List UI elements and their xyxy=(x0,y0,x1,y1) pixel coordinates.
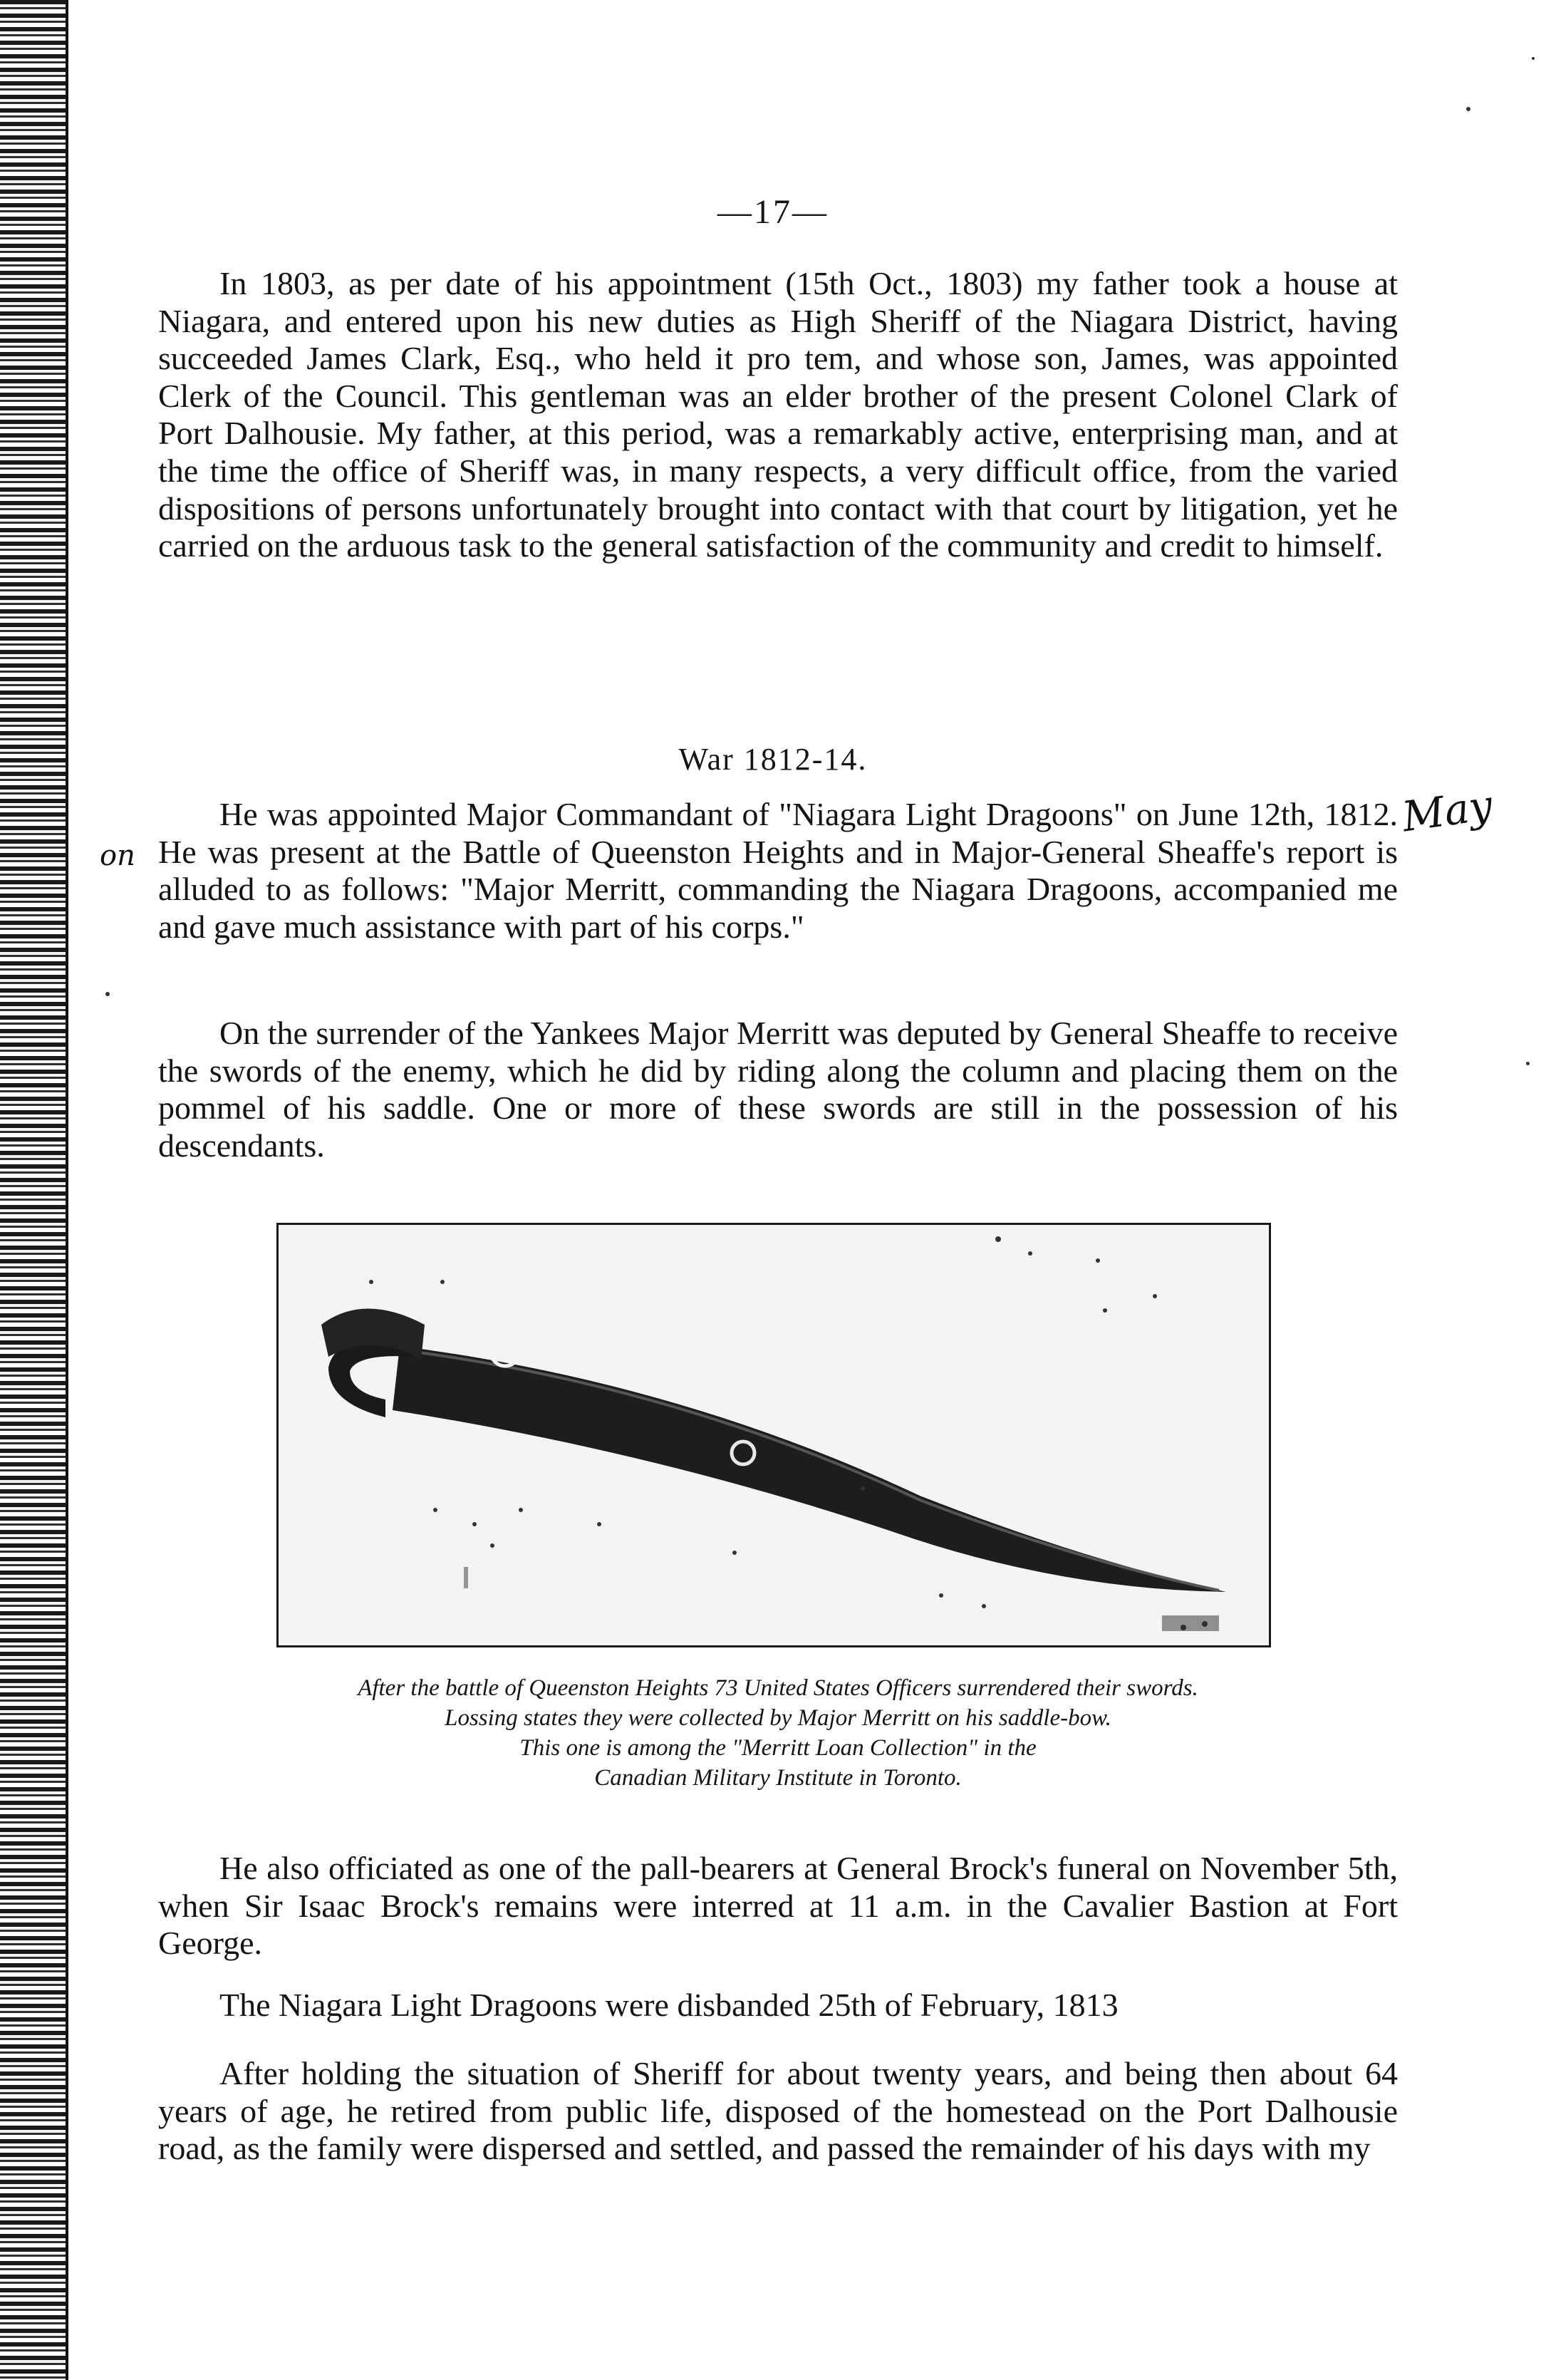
paragraph-disbanded: The Niagara Light Dragoons were disbanded 25th of February, 1813 xyxy=(219,1987,1119,2023)
sword-photograph xyxy=(276,1223,1271,1647)
paper-speck xyxy=(105,992,110,996)
paragraph-surrender-swords: On the surrender of the Yankees Major Merritt was deputed by General Sheaffe to receive the swords of the enemy, which he did by riding along the column and placing them on the pommel of his saddle. One or more of these swords are still in the possession of his descendants. xyxy=(158,1015,1398,1164)
paper-speck xyxy=(1466,107,1470,111)
caption-line: After the battle of Queenston Heights 73 United States Officers surrendered their swords. xyxy=(358,1675,1198,1701)
paragraph-retirement: After holding the situation of Sheriff for about twenty years, and being then about 64 years of age, he retired from public life, disposed of the homestead on the Port Dalhousie road, as the family were dispersed and settled, and passed the remainder of his days with my xyxy=(158,2055,1398,2167)
paper-speck xyxy=(1532,57,1535,60)
page-number: —17— xyxy=(717,193,829,231)
figure-caption xyxy=(158,1673,1398,1793)
handwritten-annotation-on: on xyxy=(100,839,135,872)
caption-line: Canadian Military Institute in Toronto. xyxy=(594,1765,962,1791)
paragraph-dragoons: He was appointed Major Commandant of "Niagara Light Dragoons" on June 12th, 1812. He was present at the Battle of Queenston Heights and in Major-General Sheaffe's report is alluded to as follows: "Major Merritt, commanding the Niagara Dragoons, accompanied me and gave much assistance with part of his corps." xyxy=(158,796,1398,945)
caption-line: This one is among the "Merritt Loan Collection" in the xyxy=(519,1735,1037,1761)
section-heading: War 1812-14. xyxy=(678,742,868,777)
caption-line: Lossing states they were collected by Major Merritt on his saddle-bow. xyxy=(445,1705,1111,1731)
paragraph-appointment-sheriff: In 1803, as per date of his appointment (15th Oct., 1803) my father took a house at Niagara, and entered upon his new duties as High Sheriff of the Niagara District, having succeeded James Clark, Esq., who held it pro tem, and whose son, James, was appointed Clerk of the Council. This gentleman was an elder brother of the present Colonel Clark of Port Dalhousie. My father, at this period, was a remarkably active, enterprising man, and at the time the office of Sheriff was, in many respects, a very difficult office, from the varied dispositions of persons unfortunately brought into contact with that court by litigation, yet he carried on the arduous task to the general satisfaction of the community and credit to himself. xyxy=(158,265,1398,564)
binding-edge xyxy=(0,0,66,2380)
handwritten-annotation-may: May xyxy=(1399,780,1495,842)
sword-illustration xyxy=(279,1225,1269,1645)
binding-line xyxy=(66,0,68,2380)
paper-speck xyxy=(1526,1062,1530,1065)
paragraph-brock-funeral: He also officiated as one of the pall-bearers at General Brock's funeral on November 5th, when Sir Isaac Brock's remains were interred at 11 a.m. in the Cavalier Bastion at Fort George. xyxy=(158,1850,1398,1962)
